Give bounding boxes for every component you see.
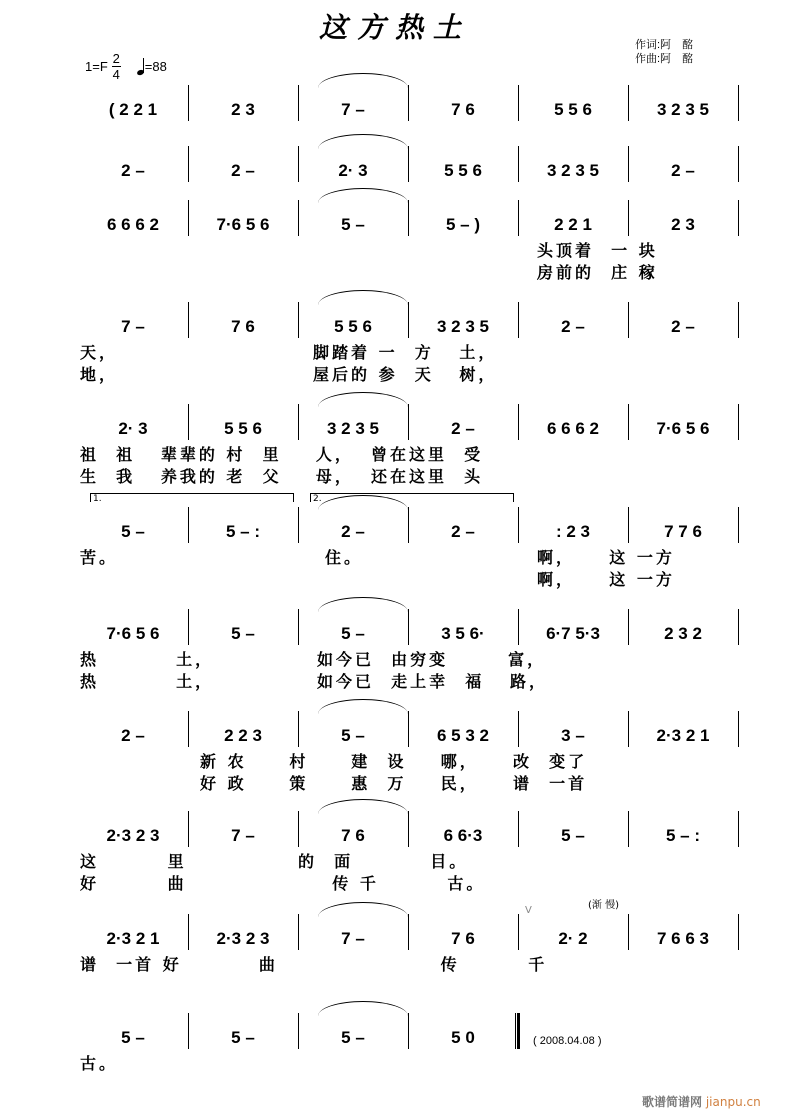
lyric-line: 热 土， 如今已 由穷变 富， xyxy=(80,650,547,669)
measure: 2·3 2 3 xyxy=(216,929,270,948)
measure: 7 – xyxy=(341,929,365,948)
lyric-line: 热 土， 如今已 走上幸 福 路， xyxy=(80,672,548,691)
lyric-line: 新 农 村 建 设 哪， 改 变了 xyxy=(200,752,588,771)
measure: 2·3 2 1 xyxy=(106,929,160,948)
measure: 3 2 3 5 xyxy=(657,100,709,119)
measure: 3 2 3 5 xyxy=(437,317,489,336)
measure: 5 – xyxy=(121,522,145,541)
measure: 7 6 6 3 xyxy=(657,929,709,948)
slur-arc xyxy=(318,699,408,714)
lyric-line: 地， xyxy=(80,365,119,384)
watermark-en: jianpu.cn xyxy=(705,1095,761,1109)
slur-arc xyxy=(318,290,408,305)
slur-arc xyxy=(318,392,408,407)
time-top: 2 xyxy=(112,51,120,66)
measure: 7 – xyxy=(121,317,145,336)
staff-row xyxy=(78,723,738,749)
watermark xyxy=(642,1093,761,1110)
barline xyxy=(738,914,739,950)
measure: 6 6 6 2 xyxy=(107,215,159,234)
measure: 5 5 6 xyxy=(444,161,482,180)
measure: 2 3 xyxy=(231,100,255,119)
key-label: 1=F xyxy=(85,59,108,74)
lyric-line: 谱 一首 好 曲 传 千 xyxy=(80,955,548,974)
key-signature xyxy=(85,52,167,81)
staff-row xyxy=(78,97,738,123)
lyric-line: 好 曲 传 千 古。 xyxy=(80,874,486,893)
measure: 7·6 5 6 xyxy=(656,419,710,438)
measure: 2 3 2 xyxy=(664,624,702,643)
measure: 2· 3 xyxy=(338,161,368,180)
lyric-line: 房前的 庄 稼 xyxy=(537,263,658,282)
barline xyxy=(738,507,739,543)
measure: 2·3 2 1 xyxy=(656,726,710,745)
credits xyxy=(635,38,693,66)
staff-row xyxy=(78,1025,738,1051)
volta-bracket: 1. xyxy=(90,493,294,502)
volta-bracket: 2. xyxy=(310,493,514,502)
lyric-line: 天， xyxy=(80,343,119,362)
measure: 2 – xyxy=(451,522,475,541)
staff-row xyxy=(78,212,738,238)
lyric-line: 生 我 养我的 老 父 母， 还在这里 头 xyxy=(80,467,484,486)
measure: 6·7 5·3 xyxy=(546,624,600,643)
measure: ( 2 2 1 xyxy=(108,100,158,119)
slur-arc xyxy=(318,134,408,149)
measure: 5 5 6 xyxy=(334,317,372,336)
staff-row xyxy=(78,926,738,952)
measure: 7·6 5 6 xyxy=(106,624,160,643)
barline xyxy=(738,811,739,847)
measure: 6 6·3 xyxy=(443,826,483,845)
staff-row xyxy=(78,621,738,647)
slur-arc xyxy=(318,188,408,203)
barline xyxy=(738,200,739,236)
lyric-line: 脚踏着 一 方 土， xyxy=(313,343,498,362)
measure: 2 – xyxy=(121,726,145,745)
lyric-line: 头顶着 一 块 xyxy=(537,241,658,260)
measure: 6 5 3 2 xyxy=(437,726,489,745)
barline xyxy=(738,302,739,338)
lyric-line: 苦。 xyxy=(80,548,119,567)
lyric-line: 啊， 这 一方 xyxy=(537,570,675,589)
barline xyxy=(738,146,739,182)
staff-row xyxy=(78,416,738,442)
time-bottom: 4 xyxy=(112,67,120,82)
measure: 2 – xyxy=(231,161,255,180)
lyric-line: 啊， 这 一方 xyxy=(537,548,675,567)
lyric-line: 这 里 的 面 目。 xyxy=(80,852,469,871)
measure: 7 7 6 xyxy=(664,522,702,541)
measure: 5 – xyxy=(231,1028,255,1047)
measure: 2· 2 xyxy=(558,929,588,948)
measure: 2 2 3 xyxy=(224,726,262,745)
measure: 3 2 3 5 xyxy=(547,161,599,180)
measure: 5 0 xyxy=(451,1028,475,1047)
measure: 5 – xyxy=(341,726,365,745)
lyric-line: 屋后的 参 天 树， xyxy=(313,365,498,384)
breath-mark-icon: V xyxy=(525,905,532,916)
staff-row xyxy=(78,314,738,340)
slur-arc xyxy=(318,1001,408,1016)
slur-arc xyxy=(318,597,408,612)
measure: 2·3 2 3 xyxy=(106,826,160,845)
tempo-value: =88 xyxy=(144,59,167,74)
measure: 2 – xyxy=(341,522,365,541)
measure: 2 – xyxy=(671,317,695,336)
measure: 3 5 6· xyxy=(441,624,485,643)
measure: 7 6 xyxy=(451,929,475,948)
slur-arc xyxy=(318,73,408,88)
measure: 5 – xyxy=(561,826,585,845)
measure: 7 6 xyxy=(231,317,255,336)
measure: 7 6 xyxy=(451,100,475,119)
barline xyxy=(738,609,739,645)
measure: 6 6 6 2 xyxy=(547,419,599,438)
composer: 作曲:阿 酩 xyxy=(635,53,694,65)
barline xyxy=(738,85,739,121)
measure: 2 – xyxy=(451,419,475,438)
slur-arc xyxy=(318,799,408,814)
measure: 5 – : xyxy=(665,826,701,845)
measure: 2· 3 xyxy=(118,419,148,438)
measure: 5 – xyxy=(341,624,365,643)
measure: 5 5 6 xyxy=(224,419,262,438)
measure: 5 5 6 xyxy=(554,100,592,119)
lyric-line: 古。 xyxy=(80,1054,119,1073)
measure: 5 – xyxy=(121,1028,145,1047)
quarter-note-icon xyxy=(137,59,145,75)
staff-row xyxy=(78,158,738,184)
measure: 5 – : xyxy=(225,522,261,541)
lyric-line: 好 政 策 惠 万 民， 谱 一首 xyxy=(200,774,588,793)
measure: 5 – ) xyxy=(445,215,481,234)
measure: 2 3 xyxy=(671,215,695,234)
staff-row xyxy=(78,823,738,849)
tempo-marking: (渐 慢) xyxy=(588,900,619,911)
staff-row xyxy=(78,494,738,545)
final-barline xyxy=(515,1013,520,1049)
measure: 2 – xyxy=(561,317,585,336)
measure: 5 – xyxy=(341,215,365,234)
measure: 3 – xyxy=(561,726,585,745)
measure: 3 2 3 5 xyxy=(327,419,379,438)
barline xyxy=(738,404,739,440)
measure: 2 2 1 xyxy=(554,215,592,234)
measure: 5 – xyxy=(341,1028,365,1047)
lyricist: 作词:阿 酩 xyxy=(635,39,694,51)
measure: 2 – xyxy=(121,161,145,180)
lyric-line: 住。 xyxy=(325,548,364,567)
measure: 7 – xyxy=(341,100,365,119)
watermark-cn: 歌谱简谱网 xyxy=(642,1095,703,1109)
lyric-line: 祖 祖 辈辈的 村 里 人， 曾在这里 受 xyxy=(80,445,484,464)
slur-arc xyxy=(318,902,408,917)
measure: 7·6 5 6 xyxy=(216,215,270,234)
measure: 2 – xyxy=(671,161,695,180)
measure: 7 – xyxy=(231,826,255,845)
time-signature xyxy=(112,52,121,81)
measure: : 2 3 xyxy=(555,522,591,541)
measure: 7 6 xyxy=(341,826,365,845)
measure: 5 – xyxy=(231,624,255,643)
score-title: 这方热土 xyxy=(318,11,471,44)
date-stamp: ( 2008.04.08 ) xyxy=(533,1035,602,1047)
barline xyxy=(738,711,739,747)
